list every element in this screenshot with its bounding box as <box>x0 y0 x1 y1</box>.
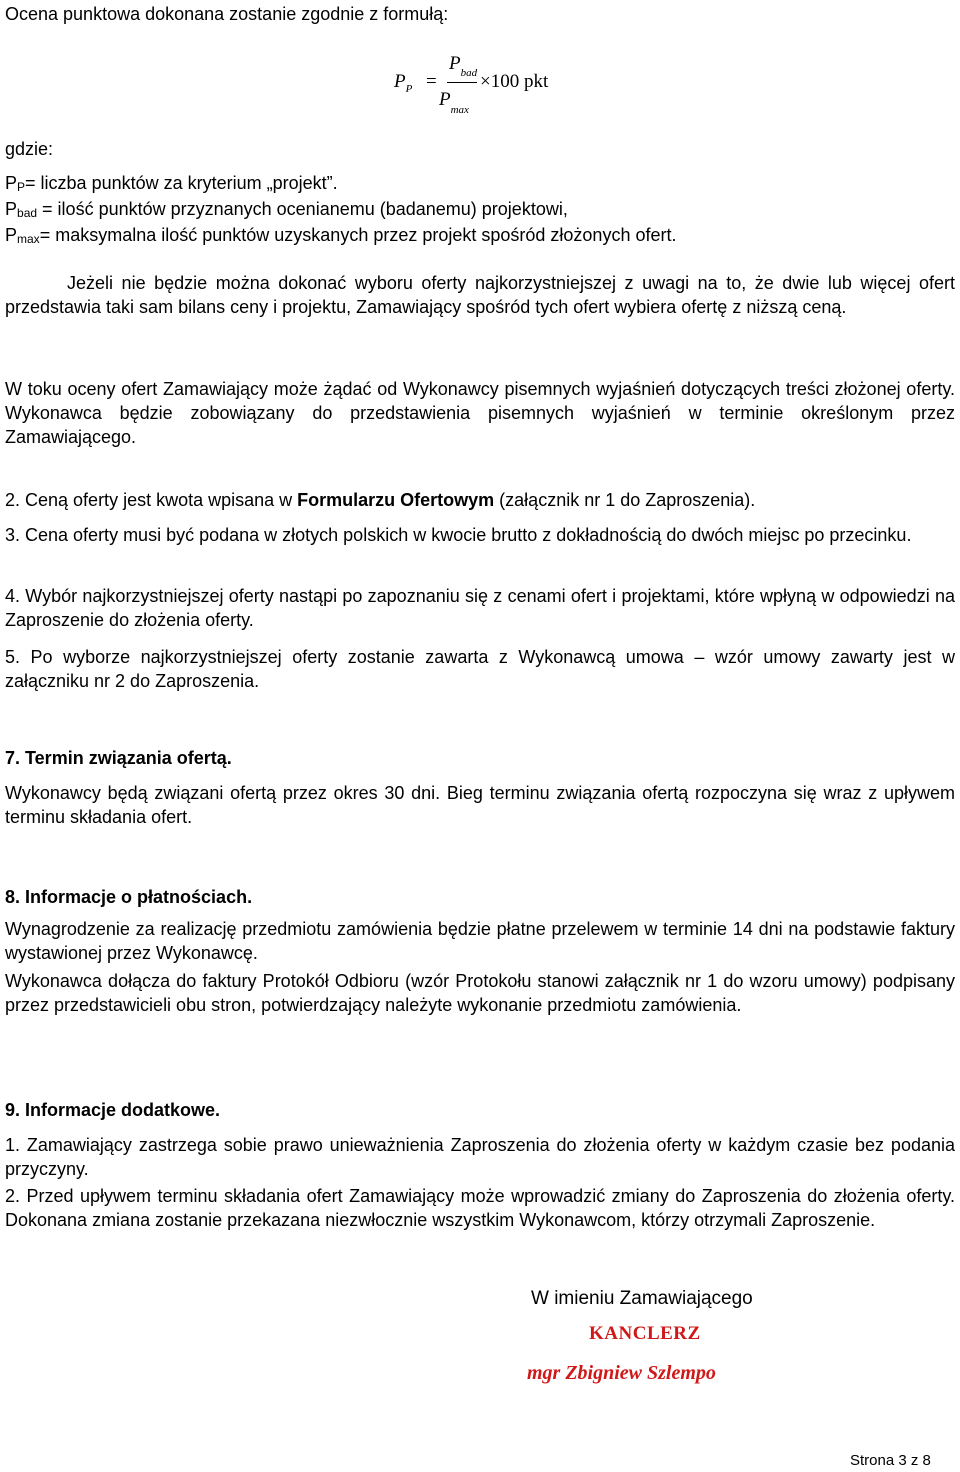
section-7-heading: 7. Termin związania ofertą. <box>5 748 232 768</box>
paragraph-tie-rule: Jeżeli nie będzie można dokonać wyboru oferty najkorzystniejszej z uwagi na to, że dwie lub więcej ofert przedstawia taki sam bilans ceny i projektu, Zamawiający spośród tych ofert wybiera ofertę z niższą ceną. <box>5 273 955 317</box>
item-5-contract: 5. Po wyborze najkorzystniejszej oferty zostanie zawarta z Wykonawcą umowa – wzór umowy zawarty jest w załączniku nr 2 do Zaproszenia. <box>5 647 955 691</box>
section-9-item-2: 2. Przed upływem terminu składania ofert Zamawiający może wprowadzić zmiany do Zaproszenia do złożenia oferty. Dokonana zmiana zostanie przekazana niezwłocznie wszystkim Wykonawcom, którzy otrzymali Zaproszenie. <box>5 1186 955 1230</box>
formula-intro: Ocena punktowa dokonana zostanie zgodnie z formułą: <box>5 4 449 24</box>
formula-multiplier: ×100 pkt <box>480 71 549 92</box>
stamp-title: KANCLERZ <box>589 1323 701 1344</box>
definition-pp: $P_P=$ liczba punktów za kryterium „projekt”. <box>5 173 338 194</box>
item-4-selection: 4. Wybór najkorzystniejszej oferty nastąpi po zapoznaniu się z cenami ofert i projektami, które wpłyną w odpowiedzi na Zaproszenie do złożenia oferty. <box>5 586 955 630</box>
paragraph-clarifications: W toku oceny ofert Zamawiający może żądać od Wykonawcy pisemnych wyjaśnień dotyczących treści złożonej oferty. Wykonawca będzie zobowiązany do przedstawienia pisemnych wyjaśnień w terminie określonym przez Zamawiającego. <box>5 379 955 447</box>
formula-numerator: $P_{bad}$ <box>449 53 478 79</box>
formula-denominator: $P_{max}$ <box>439 89 469 116</box>
section-8-protocol: Wykonawca dołącza do faktury Protokół Odbioru (wzór Protokołu stanowi załącznik nr 1 do wzoru umowy) podpisany przez przedstawicieli obu stron, potwierdzający należyte wykonanie przedmiotu zamówienia. <box>5 971 955 1015</box>
section-7-text: Wykonawcy będą związani ofertą przez okres 30 dni. Bieg terminu związania ofertą rozpoczyna się wraz z upływem terminu składania ofert. <box>5 783 955 827</box>
item-3-currency: 3. Cena oferty musi być podana w złotych polskich w kwocie brutto z dokładnością do dwóch miejsc po przecinku. <box>5 525 912 545</box>
formula-lhs: $P_P$ <box>394 71 413 95</box>
stamp-name: mgr Zbigniew Szlempo <box>527 1362 716 1384</box>
definition-pbad: $P_{bad}$ = ilość punktów przyznanych ocenianemu (badanemu) projektowi, <box>5 199 568 220</box>
formula-equals: = <box>426 71 437 92</box>
section-9-heading: 9. Informacje dodatkowe. <box>5 1100 221 1120</box>
signature-on-behalf: W imieniu Zamawiającego <box>531 1288 753 1309</box>
where-label: gdzie: <box>5 139 54 159</box>
section-8-heading: 8. Informacje o płatnościach. <box>5 887 253 907</box>
section-9-item-1: 1. Zamawiający zastrzega sobie prawo unieważnienia Zaproszenia do złożenia oferty w każdym czasie bez podania przyczyny. <box>5 1135 955 1179</box>
fraction-bar <box>447 82 477 83</box>
section-8-payment: Wynagrodzenie za realizację przedmiotu zamówienia będzie płatne przelewem w terminie 14 dni na podstawie faktury wystawionej przez Wykonawcę. <box>5 919 955 963</box>
scoring-formula <box>392 52 592 116</box>
definition-pmax: $P_{max}=$ maksymalna ilość punktów uzyskanych przez projekt spośród złożonych ofert. <box>5 225 677 246</box>
page-number: Strona 3 z 8 <box>850 1452 931 1469</box>
item-2-price: 2. Ceną oferty jest kwota wpisana w Formularzu Ofertowym (załącznik nr 1 do Zaproszenia). <box>5 490 756 510</box>
